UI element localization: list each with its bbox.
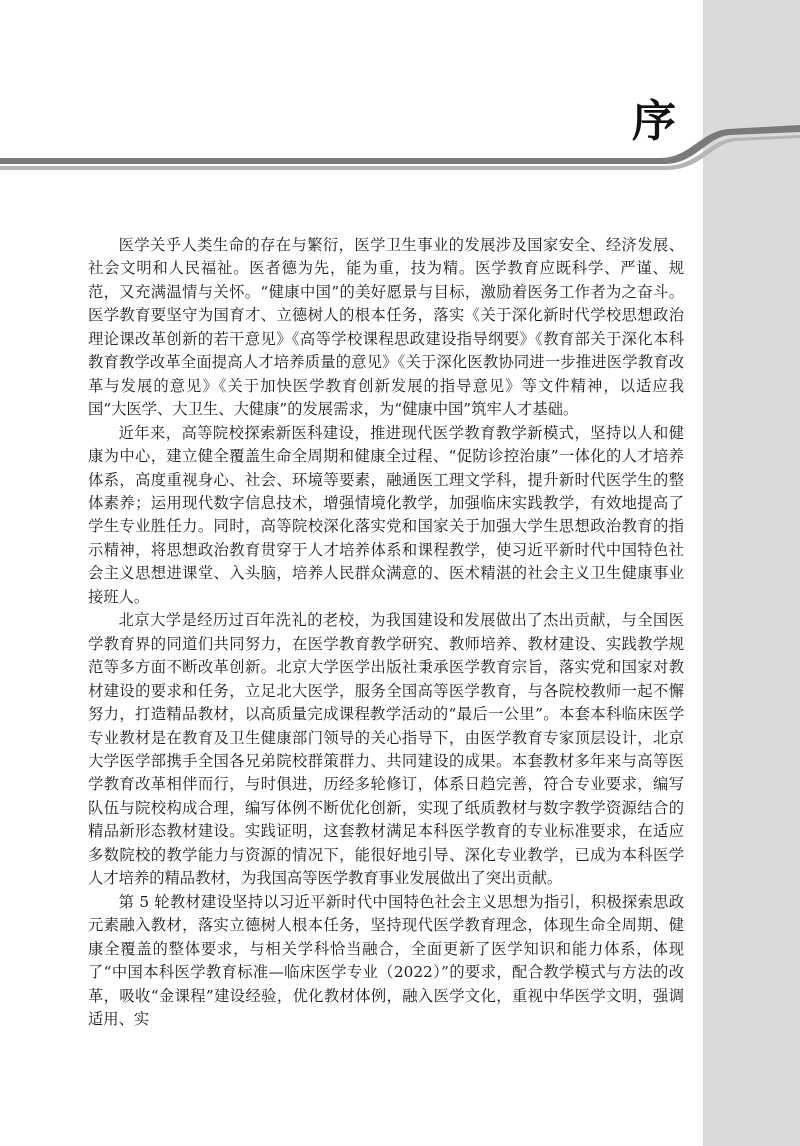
body-text <box>88 234 684 1031</box>
paragraph-1: 医学关乎人类生命的存在与繁衍，医学卫生事业的发展涉及国家安全、经济发展、社会文明和人民福祉。医者德为先，能为重，技为精。医学教育应既科学、严谨、规范，又充满温情与关怀。“健康中国”的美好愿景与目标，激励着医务工作者为之奋斗。医学教育要坚守为国育才、立德树人的根本任务，落实《关于深化新时代学校思想政治理论课改革创新的若干意见》《高等学校课程思政建设指导纲要》《教育部关于深化本科教育教学改革全面提高人才培养质量的意见》《关于深化医教协同进一步推进医学教育改革与发展的意见》《关于加快医学教育创新发展的指导意见》等文件精神，以适应我国“大医学、大卫生、大健康”的发展需求，为“健康中国”筑牢人才基础。 <box>88 236 684 419</box>
paragraph-3: 北京大学是经历过百年洗礼的老校，为我国建设和发展做出了杰出贡献，与全国医学教育界的同道们共同努力，在医学教育教学研究、教师培养、教材建设、实践教学规范等多方面不断改革创新。北京大学医学出版社秉承医学教育宗旨，落实党和国家对教材建设的要求和任务，立足北大医学，服务全国高等医学教育，与各院校教师一起不懈努力，打造精品教材，以高质量完成课程教学活动的“最后一公里”。本套本科临床医学专业教材是在教育及卫生健康部门领导的关心指导下，由医学教育专家顶层设计，北京大学医学部携手全国各兄弟院校群策群力、共同建设的成果。本套教材多年来与高等医学教育改革相伴而行，与时俱进，历经多轮修订，体系日趋完善，符合专业要求，编写队伍与院校构成合理，编写体例不断优化创新，实现了纸质教材与数字教学资源结合的精品新形态教材建设。实践证明，这套教材满足本科医学教育的专业标准要求，在适应多数院校的教学能力与资源的情况下，能很好地引导、深化专业教学，已成为本科医学人才培养的精品教材，为我国高等医学教育事业发展做出了突出贡献。 <box>88 611 684 888</box>
chapter-title: 序 <box>632 96 676 147</box>
paragraph-4: 第 5 轮教材建设坚持以习近平新时代中国特色社会主义思想为指引，积极探索思政元素融入教材，落实立德树人根本任务，坚持现代医学教育理念，体现生命全周期、健康全覆盖的整体要求，与相关学科恰当融合，全面更新了医学知识和能力体系，体现了“中国本科医学教育标准—临床医学专业（2022）”的要求，配合教学模式与方法的改革，吸收“金课程”建设经验，优化教材体例，融入医学文化，重视中华医学文明，强调适用、实 <box>88 892 684 1028</box>
paragraph-2: 近年来，高等院校探索新医科建设，推进现代医学教育教学新模式，坚持以人和健康为中心，建立健全覆盖生命全周期和健康全过程、“促防诊控治康”一体化的人才培养体系，高度重视身心、社会、环境等要素，融通医工理文学科，提升新时代医学生的整体素养；运用现代数字信息技术，增强情境化教学，加强临床实践教学，有效地提高了学生专业胜任力。同时，高等院校深化落实党和国家关于加强大学生思想政治教育的指示精神，将思想政治教育贯穿于人才培养体系和课程教学，使习近平新时代中国特色社会主义思想进课堂、入头脑，培养人民群众满意的、医术精湛的社会主义卫生健康事业接班人。 <box>88 423 684 606</box>
header-curve-decoration <box>0 0 800 200</box>
